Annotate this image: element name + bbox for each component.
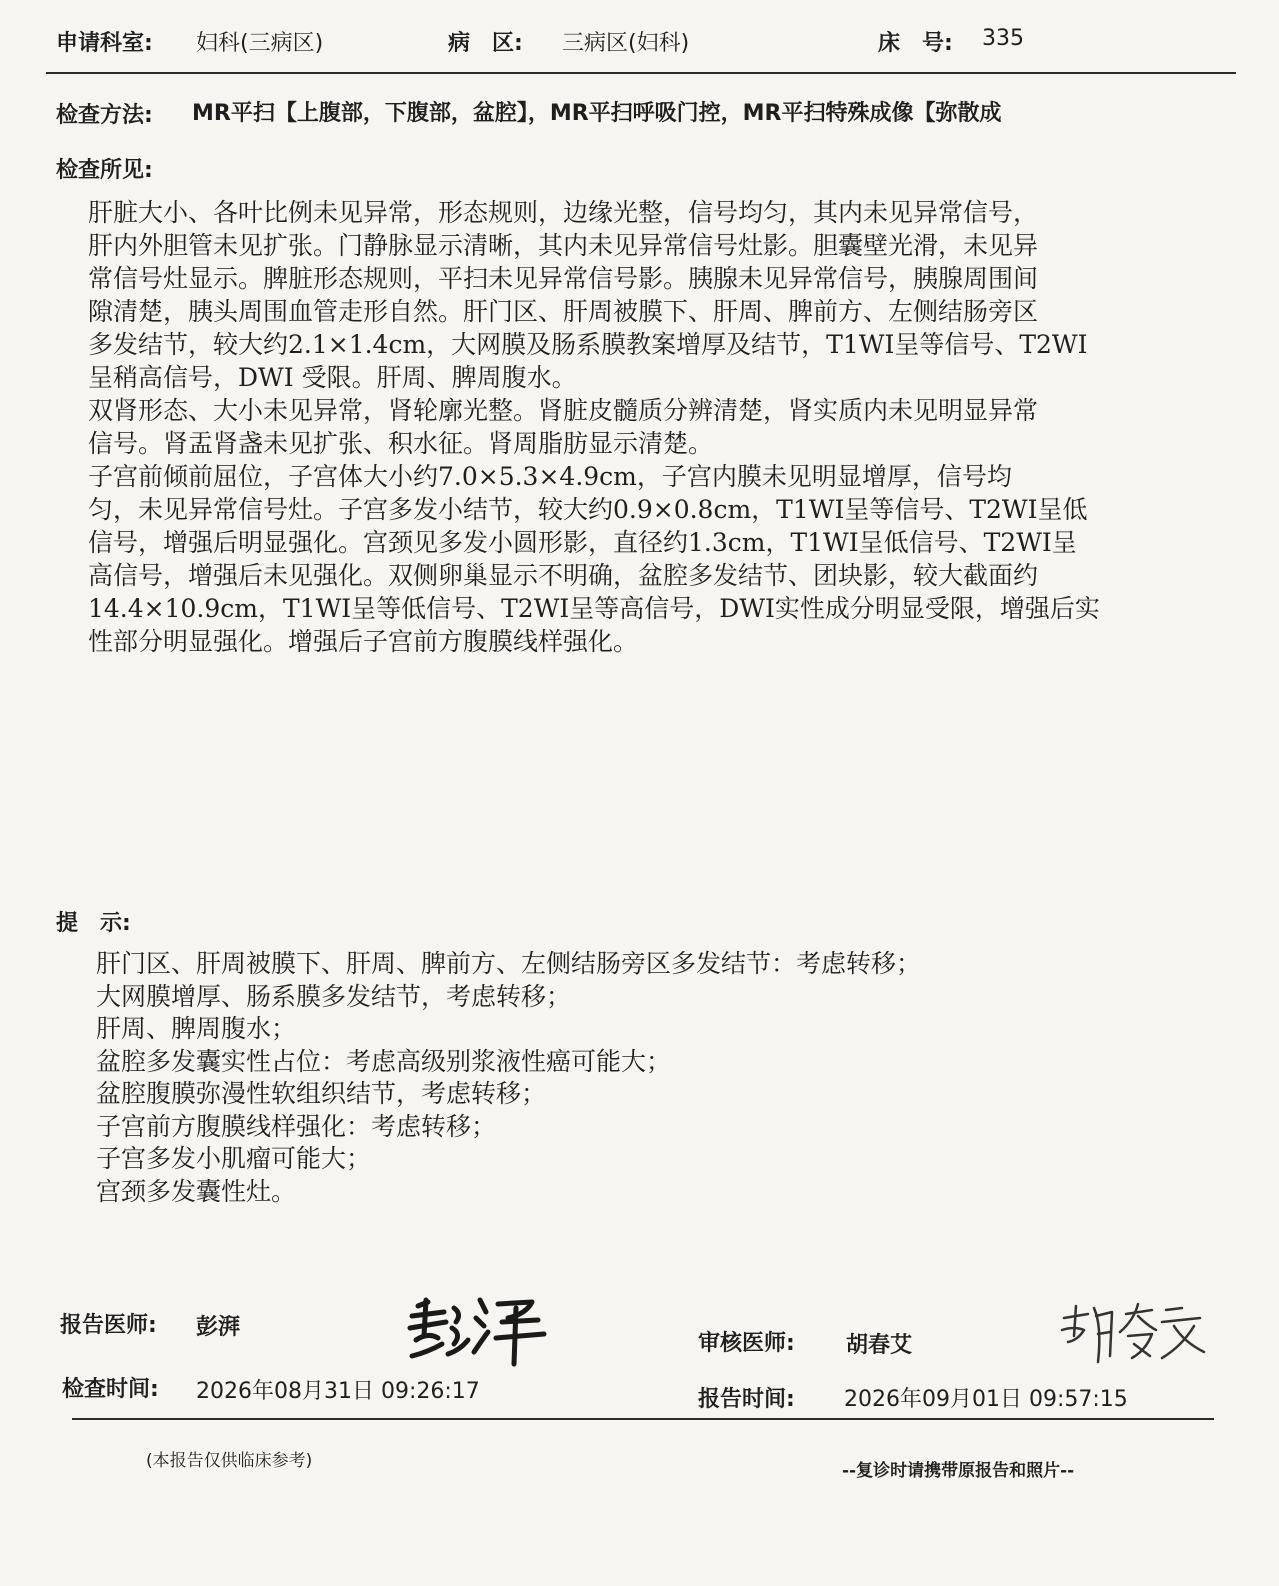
- dept-value: 妇科(三病区): [196, 31, 324, 56]
- findings-line: 子宫前倾前屈位，子宫体大小约7.0×5.3×4.9cm，子宫内膜未见明显增厚，信号均: [88, 462, 1012, 491]
- footer-note-right: --复诊时请携带原报告和照片--: [842, 1461, 1075, 1481]
- impression-line: 子宫多发小肌瘤可能大；: [96, 1144, 372, 1173]
- impression-line: 子宫前方腹膜线样强化：考虑转移；: [96, 1111, 497, 1141]
- findings-line: 常信号灶显示。脾脏形态规则，平扫未见异常信号影。胰腺未见异常信号，胰腺周围间: [88, 264, 1039, 293]
- bed-label: 床 号:: [878, 31, 953, 56]
- findings-line: 信号，增强后明显强化。宫颈见多发小圆形影，直径约1.3cm，T1WI呈低信号、T2WI呈: [88, 528, 1077, 557]
- impression-line: 肝门区、肝周被膜下、肝周、脾前方、左侧结肠旁区多发结节：考虑转移；: [96, 949, 922, 978]
- findings-line: 匀，未见异常信号灶。子宫多发小结节，较大约0.9×0.8cm，T1WI呈等信号、T2WI呈低: [88, 495, 1088, 524]
- exam-time-label: 检查时间:: [62, 1377, 159, 1402]
- findings-line: 双肾形态、大小未见异常，肾轮廓光整。肾脏皮髓质分辨清楚，肾实质内未见明显异常: [88, 396, 1039, 425]
- ward-value: 三病区(妇科): [562, 31, 690, 56]
- reporter-handwritten-signature: [398, 1292, 558, 1370]
- findings-line: 肝内外胆管未见扩张。门静脉显示清晰，其内未见异常信号灶影。胆囊壁光滑，未见异: [88, 231, 1039, 260]
- findings-label: 检查所见:: [56, 158, 153, 183]
- header-divider: [46, 72, 1236, 74]
- report-time-label: 报告时间:: [698, 1387, 795, 1412]
- bed-value: 335: [982, 26, 1024, 51]
- impression-body: [96, 948, 1146, 1208]
- method-label: 检查方法:: [56, 103, 153, 128]
- footer-note-left: (本报告仅供临床参考): [146, 1451, 313, 1471]
- findings-body: [88, 196, 1198, 658]
- findings-line: 隙清楚，胰头周围血管走形自然。肝门区、肝周被膜下、肝周、脾前方、左侧结肠旁区: [88, 297, 1039, 326]
- report-time-value: 2026年09月01日 09:57:15: [844, 1387, 1128, 1412]
- reviewer-name: 胡春艾: [846, 1333, 913, 1358]
- findings-line: 信号。肾盂肾盏未见扩张、积水征。肾周脂肪显示清楚。: [88, 429, 714, 458]
- impression-line: 肝周、脾周腹水；: [96, 1014, 297, 1043]
- findings-line: 性部分明显强化。增强后子宫前方腹膜线样强化。: [88, 627, 639, 656]
- dept-label: 申请科室:: [56, 31, 153, 56]
- impression-line: 盆腔腹膜弥漫性软组织结节，考虑转移；: [96, 1079, 547, 1108]
- impression-line: 宫颈多发囊性灶。: [96, 1176, 297, 1206]
- ward-label: 病 区:: [448, 31, 523, 56]
- footer-divider: [72, 1418, 1214, 1420]
- reviewer-handwritten-signature: [1054, 1296, 1214, 1374]
- reporter-label: 报告医师:: [60, 1313, 157, 1338]
- method-value: MR平扫【上腹部，下腹部，盆腔】，MR平扫呼吸门控，MR平扫特殊成像【弥散成: [192, 101, 1002, 126]
- impression-label: 提 示:: [56, 911, 131, 936]
- impression-line: 盆腔多发囊实性占位：考虑高级别浆液性癌可能大；: [96, 1046, 672, 1076]
- reviewer-label: 审核医师:: [698, 1331, 795, 1356]
- findings-line: 呈稍高信号，DWI 受限。肝周、脾周腹水。: [88, 363, 577, 392]
- findings-line: 肝脏大小、各叶比例未见异常，形态规则，边缘光整，信号均匀，其内未见异常信号，: [88, 198, 1039, 227]
- reporter-name: 彭湃: [196, 1315, 241, 1340]
- findings-line: 14.4×10.9cm，T1WI呈等低信号、T2WI呈等高信号，DWI实性成分明显受限，增强后实: [88, 594, 1100, 623]
- exam-time-value: 2026年08月31日 09:26:17: [196, 1379, 480, 1404]
- impression-line: 大网膜增厚、肠系膜多发结节，考虑转移；: [96, 981, 572, 1011]
- findings-line: 多发结节，较大约2.1×1.4cm，大网膜及肠系膜教案增厚及结节，T1WI呈等信号、T2WI: [88, 330, 1088, 359]
- findings-line: 高信号，增强后未见强化。双侧卵巢显示不明确，盆腔多发结节、团块影，较大截面约: [88, 561, 1039, 590]
